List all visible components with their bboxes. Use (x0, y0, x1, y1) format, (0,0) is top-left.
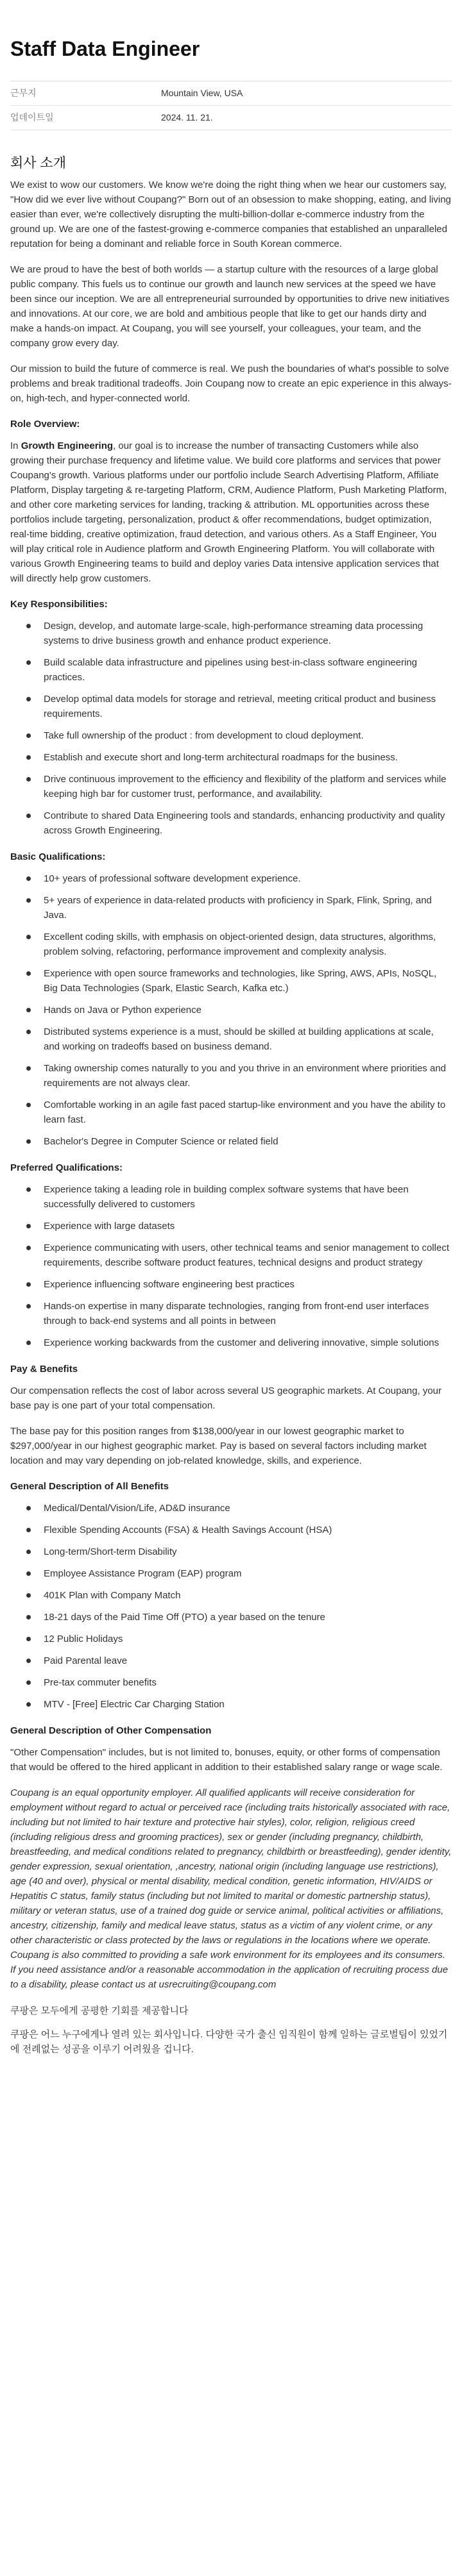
list-item: Build scalable data infrastructure and pipelines using best-in-class software engineering practices. (10, 655, 452, 685)
role-overview-heading: Role Overview: (10, 419, 80, 430)
benefits-heading: General Description of All Benefits (10, 1481, 169, 1492)
preferred-qualifications-list (10, 1182, 452, 1350)
list-item: Taking ownership comes naturally to you and you thrive in an environment where priorities and requirements are not always clear. (10, 1061, 452, 1091)
pay-paragraph: The base pay for this position ranges from $138,000/year in our lowest geographic market to $297,000/year in our highest geographic market. Pay is based on several factors including market location and may vary depending on job-related knowledge, skills, and experience. (10, 1426, 427, 1466)
list-item: MTV - [Free] Electric Car Charging Station (10, 1697, 452, 1712)
responsibilities-list (10, 619, 452, 838)
about-heading: 회사 소개 (10, 156, 66, 171)
list-item: 5+ years of experience in data-related products with proficiency in Spark, Flink, Spring, and Java. (10, 893, 452, 923)
pay-paragraph: Our compensation reflects the cost of labor across several US geographic markets. At Coupang, your base pay is one part of your total compensation. (10, 1385, 441, 1411)
korean-heading: 쿠팡은 모두에게 공평한 기회를 제공합니다 (10, 2005, 189, 2016)
eeo-statement: Coupang is an equal opportunity employer. All qualified applicants will receive consideration for employment without regard to actual or perceived race (including traits historically associated with race, including but not limited to hair texture and protective hair styles), color, religion, religious creed (including religious dress and grooming practices), sex or gender (including pregnancy, childbirth, breastfeeding, and medical conditions related to pregnancy, childbirth or breastfeeding), gender identity, gender expression, sexual orientation, ,ancestry, national origin (including language use restrictions), age (40 and over), physical or mental disability, medical condition, genetic information, HIV/AIDS or Hepatitis C status, family status (including but not limited to marital or domestic partnership status), military or veteran status, use of a trained dog guide or service animal, political activities or affiliations, ancestry, citizenship, family and medical leave status, status as a victim of any violent crime, or any other characteristic or class protected by the laws or regulations in the locations where we operate. Coupang is also committed to providing a safe work environment for its employees and its consumers. If you need assistance and/or a reasonable accommodation in the application of recruiting process due to a disability, please contact us at usrecruiting@coupang.com (10, 1787, 452, 1990)
meta-value-location: Mountain View, USA (161, 88, 243, 98)
role-overview-lead: In (10, 440, 21, 451)
list-item: Design, develop, and automate large-scale, high-performance streaming data processing systems to drive business growth and enhance product experience. (10, 619, 452, 648)
list-item: 401K Plan with Company Match (10, 1588, 452, 1603)
list-item: Flexible Spending Accounts (FSA) & Health Savings Account (HSA) (10, 1523, 452, 1537)
role-overview-text: , our goal is to increase the number of transacting Customers while also growing their purchase frequency and lifetime value. We build core platforms and services that power Coupang's growth. Various platforms under our portfolio include Search Advertising Platform, Affiliate Platform, Display targeting & re-targeting Platform, CRM, Audience Platform, Push Marketing Platform, and other core marketing services for landing, tracking & attribution. ML opportunities across these portfolios include targeting, personalization, product & offer recommendations, budget optimization, real-time bidding, creative optimization, fraud detection, and various others. As a Staff Engineer, You will play critical role in Audience platform and Growth Engineering Platform. You will collaborate with various Growth Engineering teams to build and deploy varies Data intensive application services that will directly help grow customers. (10, 440, 447, 584)
korean-paragraph: 쿠팡은 어느 누구에게나 열려 있는 회사입니다. 다양한 국가 출신 임직원이 함께 일하는 글로벌팀이 있었기에 전례없는 성공을 이루기 어려웠을 겁니다. (10, 2029, 448, 2055)
meta-value-updated: 2024. 11. 21. (161, 112, 213, 122)
list-item: Drive continuous improvement to the efficiency and flexibility of the platform and services while keeping high bar for customer trust, performance, and availability. (10, 772, 452, 801)
other-compensation-paragraph: "Other Compensation" includes, but is not limited to, bonuses, equity, or other forms of compensation that would be offered to the hired applicant in addition to their established salary range or wage scale. (10, 1747, 443, 1773)
list-item: Hands on Java or Python experience (10, 1003, 452, 1017)
list-item: Take full ownership of the product : from development to cloud deployment. (10, 728, 452, 743)
list-item: Experience with open source frameworks and technologies, like Spring, AWS, APIs, NoSQL, Big Data Technologies (Spark, Elastic Search, Kafka etc.) (10, 966, 452, 996)
about-paragraph: Our mission to build the future of commerce is real. We push the boundaries of what's possible to solve problems and break traditional tradeoffs. Join Coupang now to create an epic experience in this always-on, high-tech, and hyper-connected world. (10, 364, 452, 404)
list-item: Pre-tax commuter benefits (10, 1675, 452, 1690)
list-item: 18-21 days of the Paid Time Off (PTO) a year based on the tenure (10, 1610, 452, 1625)
list-item: Experience with large datasets (10, 1219, 452, 1234)
preferred-qualifications-heading: Preferred Qualifications: (10, 1162, 123, 1173)
meta-key-updated: 업데이트일 (10, 112, 54, 122)
list-item: Experience communicating with users, other technical teams and senior management to collect requirements, describe software product features, technical designs and product strategy (10, 1241, 452, 1270)
list-item: 10+ years of professional software development experience. (10, 871, 452, 886)
benefits-list (10, 1501, 452, 1712)
about-paragraph: We are proud to have the best of both worlds — a startup culture with the resources of a large global public company. This fuels us to continue our growth and launch new services at the speed we have been since our inception. We are all entrepreneurial surrounded by opportunities to drive new initiatives and innovations. At our core, we are bold and ambitious people that like to get our hands dirty and make a hands-on impact. At Coupang, you will see yourself, your colleagues, your team, and the company grow every day. (10, 264, 450, 349)
about-paragraph: We exist to wow our customers. We know we're doing the right thing when we hear our customers say, "How did we ever live without Coupang?" Born out of an obsession to make shopping, eating, and living easier than ever, we're collectively disrupting the multi-billion-dollar e-commerce industry from the ground up. We are one of the fastest-growing e-commerce companies that established an unparalleled reputation for being a dominant and reliable force in South Korean commerce. (10, 180, 451, 249)
basic-qualifications-list (10, 871, 452, 1149)
other-compensation-heading: General Description of Other Compensation (10, 1725, 212, 1736)
list-item: Experience influencing software engineering best practices (10, 1277, 452, 1292)
job-meta-table (10, 81, 452, 130)
list-item: Experience taking a leading role in building complex software systems that have been successfully delivered to customers (10, 1182, 452, 1212)
list-item: Hands-on expertise in many disparate technologies, ranging from front-end user interfaces through to back-end systems and all points in between (10, 1299, 452, 1328)
list-item: Paid Parental leave (10, 1653, 452, 1668)
responsibilities-heading: Key Responsibilities: (10, 599, 108, 610)
meta-key-location: 근무지 (10, 88, 37, 98)
list-item: Bachelor's Degree in Computer Science or related field (10, 1134, 452, 1149)
list-item: 12 Public Holidays (10, 1632, 452, 1646)
basic-qualifications-heading: Basic Qualifications: (10, 851, 106, 862)
role-overview-paragraph (10, 439, 452, 586)
job-title: Staff Data Engineer (10, 37, 200, 60)
list-item: Develop optimal data models for storage and retrieval, meeting critical product and business requirements. (10, 692, 452, 721)
role-overview-team-name: Growth Engineering (21, 440, 114, 451)
list-item: Experience working backwards from the customer and delivering innovative, simple solutions (10, 1335, 452, 1350)
list-item: Contribute to shared Data Engineering tools and standards, enhancing productivity and quality across Growth Engineering. (10, 808, 452, 838)
meta-row-updated (10, 106, 452, 130)
list-item: Comfortable working in an agile fast paced startup-like environment and you have the ability to learn fast. (10, 1098, 452, 1127)
pay-heading: Pay & Benefits (10, 1364, 78, 1375)
list-item: Employee Assistance Program (EAP) program (10, 1566, 452, 1581)
list-item: Establish and execute short and long-term architectural roadmaps for the business. (10, 750, 452, 765)
list-item: Excellent coding skills, with emphasis on object-oriented design, data structures, algorithms, problem solving, refactoring, performance improvement and complexity analysis. (10, 930, 452, 959)
list-item: Long-term/Short-term Disability (10, 1544, 452, 1559)
list-item: Medical/Dental/Vision/Life, AD&D insurance (10, 1501, 452, 1516)
meta-row-location (10, 81, 452, 106)
list-item: Distributed systems experience is a must, should be skilled at building applications at scale, and working on tradeoffs based on business demand. (10, 1025, 452, 1054)
